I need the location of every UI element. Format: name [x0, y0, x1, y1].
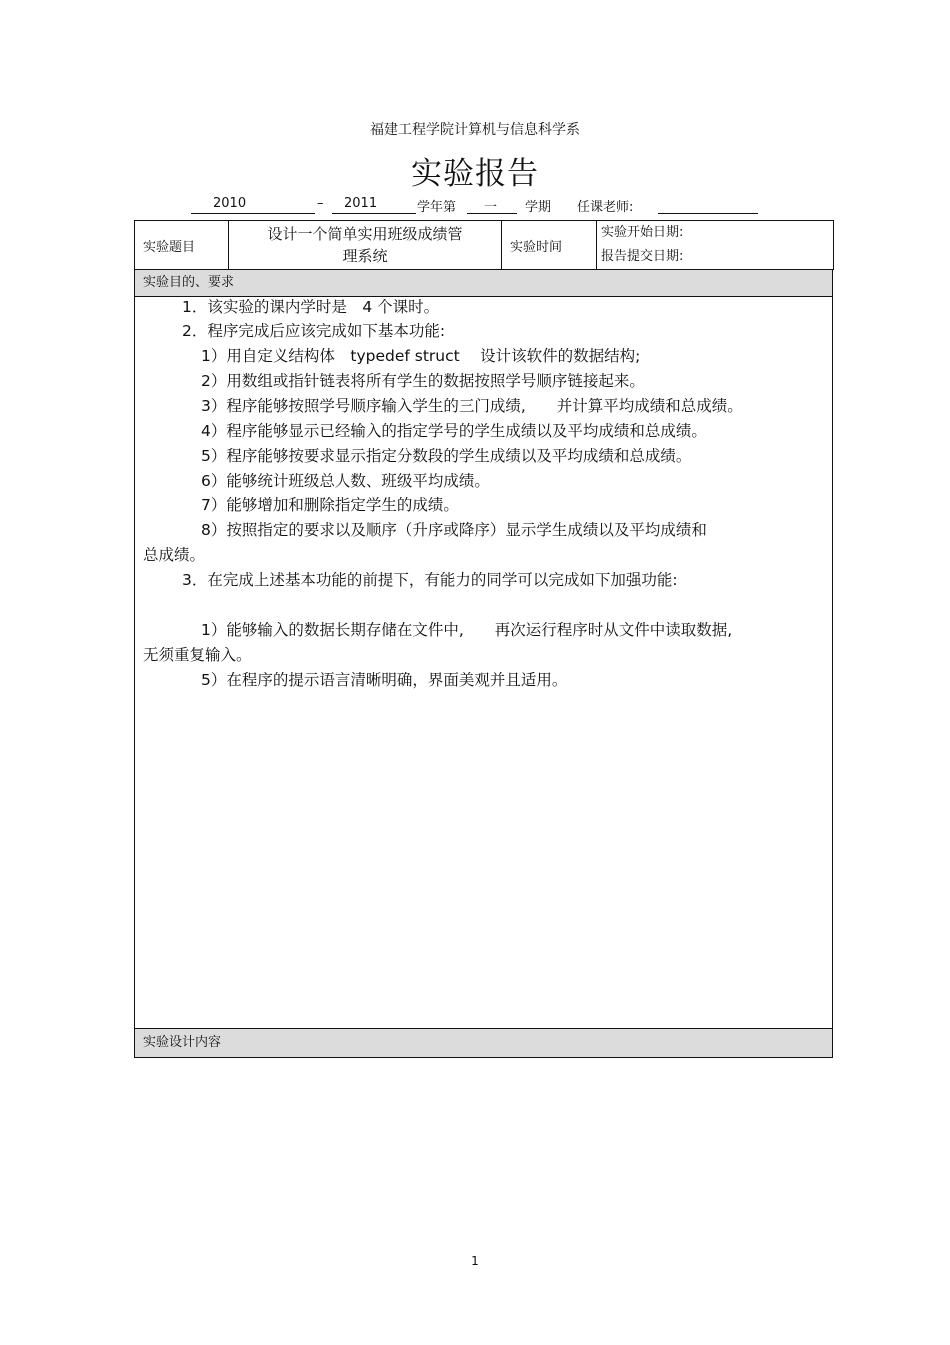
requirement-line: 1）用自定义结构体 typedef struct 设计该软件的数据结构;	[201, 347, 641, 365]
requirement-line: 1）能够输入的数据长期存储在文件中, 再次运行程序时从文件中读取数据,	[201, 621, 733, 639]
design-section-header	[134, 1028, 833, 1058]
requirement-line: 2）用数组或指针链表将所有学生的数据按照学号顺序链接起来。	[201, 372, 645, 390]
purpose-section-body	[134, 296, 833, 1028]
year-dash: –	[317, 196, 324, 211]
requirement-line: 3）程序能够按照学号顺序输入学生的三门成绩, 并计算平均成绩和总成绩。	[201, 397, 743, 415]
requirement-line: 5）在程序的提示语言清晰明确，界面美观并且适用。	[201, 671, 568, 689]
requirement-line: 总成绩。	[143, 546, 206, 564]
topic-line-1: 设计一个简单实用班级成绩管	[267, 225, 463, 243]
submit-date-label: 报告提交日期:	[601, 249, 684, 264]
topic-label: 实验题目	[135, 221, 229, 270]
requirement-line: 8）按照指定的要求以及顺序（升序或降序）显示学生成绩以及平均成绩和	[201, 521, 707, 539]
year-start: 2010	[213, 196, 247, 211]
topic-value	[229, 221, 502, 270]
requirement-line: 5）程序能够按要求显示指定分数段的学生成绩以及平均成绩和总成绩。	[201, 447, 692, 465]
requirement-line: 1．该实验的课内学时是 4 个课时。	[182, 298, 440, 316]
requirement-line: 4）程序能够显示已经输入的指定学号的学生成绩以及平均成绩和总成绩。	[201, 422, 707, 440]
year-end: 2011	[344, 196, 378, 211]
year-label: 学年第	[417, 200, 457, 215]
topic-line-2: 理系统	[342, 247, 388, 265]
requirement-line: 7）能够增加和删除指定学生的成绩。	[201, 496, 459, 514]
requirement-line: 2．程序完成后应该完成如下基本功能:	[182, 322, 446, 340]
year-end-field	[332, 196, 416, 214]
start-date-label: 实验开始日期:	[601, 225, 684, 240]
requirement-line: 无须重复输入。	[143, 646, 252, 664]
requirement-line: 3．在完成上述基本功能的前提下，有能力的同学可以完成如下加强功能:	[182, 571, 678, 589]
term-field	[467, 196, 517, 214]
requirement-line: 6）能够统计班级总人数、班级平均成绩。	[201, 472, 490, 490]
design-heading: 实验设计内容	[143, 1035, 222, 1050]
teacher-field	[658, 196, 758, 214]
page-number: 1	[471, 1254, 479, 1268]
term-value: 一	[484, 200, 498, 215]
year-start-field	[191, 196, 315, 214]
department-name: 福建工程学院计算机与信息科学系	[370, 122, 580, 138]
time-label: 实验时间	[502, 221, 597, 270]
purpose-section-header	[134, 269, 833, 297]
report-title: 实验报告	[411, 156, 539, 192]
date-cell	[597, 221, 834, 270]
experiment-info-table	[134, 220, 834, 270]
purpose-heading: 实验目的、要求	[143, 275, 235, 290]
teacher-label: 任课老师:	[577, 200, 634, 215]
term-label: 学期	[525, 200, 552, 215]
